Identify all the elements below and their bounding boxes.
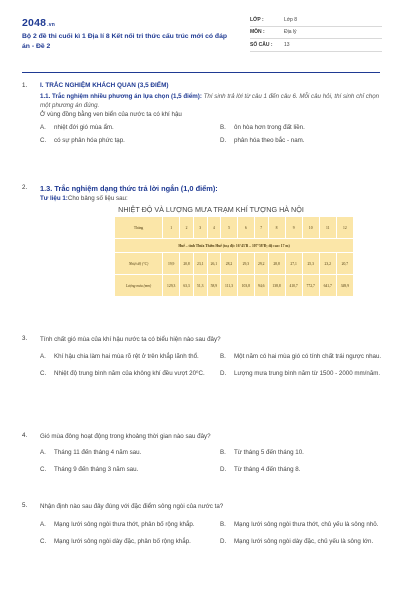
section-heading: 1.3. Trắc nghiệm dạng thức trả lời ngắn (1,0 điểm): <box>40 184 218 193</box>
table-cell: 641,7 <box>319 275 336 297</box>
table-cell: 19,9 <box>163 253 180 275</box>
option-c[interactable]: C. có sự phân hóa phức tạp. <box>40 137 125 144</box>
table-header: 8 <box>268 217 285 239</box>
table-row-temperature <box>115 253 354 275</box>
meta-row-class <box>250 14 382 27</box>
meta-key: LỚP : <box>250 16 264 23</box>
question-3 <box>22 335 382 382</box>
meta-value: Địa lý <box>284 29 297 36</box>
table-cell: 58,9 <box>207 275 221 297</box>
meta-value: 13 <box>284 41 290 48</box>
table-cell: 26,1 <box>207 253 221 275</box>
source-line: Tư liệu 1:Cho bảng số liệu sau: <box>40 195 128 202</box>
question-number: 4. <box>22 432 28 439</box>
question-number: 1. <box>22 82 28 89</box>
header-divider <box>22 72 380 73</box>
option-b[interactable]: B. Từ tháng 5 đến tháng 10. <box>220 449 304 456</box>
table-cell: 772,7 <box>302 275 319 297</box>
table-row-label: Nhiệt độ (°C) <box>115 253 163 275</box>
question-4 <box>22 432 382 478</box>
table-row-rainfall <box>115 275 354 297</box>
table-header: 3 <box>193 217 207 239</box>
section-instruction: 1.1. Trắc nghiệm nhiều phương án lựa chọn (1,5 điểm): Thí sinh trả lời từ câu 1 đến câu 6. Mỗi câu hỏi, thí sinh chỉ chọn một phương án đúng. <box>40 93 380 109</box>
table-header: 7 <box>254 217 268 239</box>
table-cell: 27,1 <box>285 253 302 275</box>
table-cell: 103,8 <box>237 275 254 297</box>
table-cell: 23,2 <box>319 253 336 275</box>
table-header: 4 <box>207 217 221 239</box>
table-cell: 94,6 <box>254 275 268 297</box>
table-header-row <box>115 217 354 239</box>
site-logo[interactable]: 2048.vn <box>22 17 55 29</box>
question-number: 5. <box>22 502 28 509</box>
question-stem: Gió mùa đông hoạt động trong khoảng thời gian nào sau đây? <box>40 433 211 440</box>
table-cell: 20,7 <box>336 253 353 275</box>
question-number: 3. <box>22 335 28 342</box>
table-header: 6 <box>237 217 254 239</box>
document-meta <box>250 14 382 52</box>
question-stem: Nhận định nào sau đây đúng với đặc điểm sông ngòi của nước ta? <box>40 503 224 510</box>
table-cell: 129,3 <box>163 275 180 297</box>
table-cell: 410,7 <box>285 275 302 297</box>
table-row-label: Lượng mưa (mm) <box>115 275 163 297</box>
meta-row-count <box>250 39 382 52</box>
table-cell: 111,3 <box>221 275 238 297</box>
table-cell: 63,3 <box>180 275 194 297</box>
table-header: Tháng <box>115 217 163 239</box>
table-cell: 29,2 <box>254 253 268 275</box>
option-a[interactable]: A. nhiệt đới gió mùa ẩm. <box>40 124 114 131</box>
option-d[interactable]: D. Mạng lưới sông ngòi dày đặc, chủ yếu là sông lớn. <box>220 538 374 545</box>
answer-options <box>40 352 382 382</box>
option-c[interactable]: C. Tháng 9 đến tháng 3 năm sau. <box>40 466 139 473</box>
answer-options <box>40 448 382 478</box>
section-heading: I. TRẮC NGHIỆM KHÁCH QUAN (3,5 ĐIỂM) <box>40 82 169 89</box>
meta-key: SỐ CÂU : <box>250 41 273 48</box>
option-c[interactable]: C. Mạng lưới sông ngòi dày đặc, phân bố rộng khắp. <box>40 538 191 545</box>
table-cell: 28,2 <box>221 253 238 275</box>
table-cell: 51,3 <box>193 275 207 297</box>
question-number: 2. <box>22 184 28 191</box>
option-b[interactable]: B. Một năm có hai mùa gió có tính chất trái ngược nhau. <box>220 353 382 360</box>
table-header: 10 <box>302 217 319 239</box>
climate-table <box>114 216 354 297</box>
question-1 <box>22 82 382 149</box>
table-station-row <box>115 239 354 253</box>
option-a[interactable]: A. Tháng 11 đến tháng 4 năm sau. <box>40 449 142 456</box>
option-a[interactable]: A. Mạng lưới sông ngòi thưa thớt, phân bố rộng khắp. <box>40 521 195 528</box>
meta-value: Lớp 8 <box>284 16 298 23</box>
table-cell: 29,3 <box>237 253 254 275</box>
meta-row-subject <box>250 27 382 40</box>
document-header <box>0 0 400 72</box>
table-cell: 28,8 <box>268 253 285 275</box>
answer-options <box>40 123 382 149</box>
option-b[interactable]: B. Mạng lưới sông ngòi thưa thớt, chủ yếu là sông nhỏ. <box>220 521 379 528</box>
option-d[interactable]: D. phân hóa theo bắc - nam. <box>220 137 305 144</box>
table-title: NHIỆT ĐỘ VÀ LƯỢNG MƯA TRẠM KHÍ TƯỢNG HÀ NỘI <box>118 205 304 214</box>
table-cell: 23,1 <box>193 253 207 275</box>
meta-key: MÔN : <box>250 29 265 36</box>
option-c[interactable]: C. Nhiệt độ trung bình năm của không khí đều vượt 20⁰C. <box>40 370 205 377</box>
table-header: 2 <box>180 217 194 239</box>
option-d[interactable]: D. Lượng mưa trung bình năm từ 1500 - 2000 mm/năm. <box>220 370 381 377</box>
table-header: 5 <box>221 217 238 239</box>
table-cell: 25,3 <box>302 253 319 275</box>
question-stem: Tính chất gió mùa của khí hậu nước ta có biểu hiện nào sau đây? <box>40 336 221 343</box>
answer-options <box>40 520 382 550</box>
option-a[interactable]: A. Khí hậu chia làm hai mùa rõ rệt ở trên khắp lãnh thổ. <box>40 353 199 360</box>
table-cell: 20,8 <box>180 253 194 275</box>
question-5 <box>22 502 382 550</box>
question-stem: Ở vùng đồng bằng ven biển của nước ta có khí hậu <box>40 111 182 118</box>
table-header: 9 <box>285 217 302 239</box>
table-cell: 138,8 <box>268 275 285 297</box>
question-2 <box>22 184 382 297</box>
document-title: Bộ 2 đề thi cuối kì 1 Địa lí 8 Kết nối tri thức cấu trúc mới có đáp án - Đề 2 <box>22 33 228 50</box>
table-cell: 349,9 <box>336 275 353 297</box>
table-header: 12 <box>336 217 353 239</box>
table-header: 1 <box>163 217 180 239</box>
table-station: Huế – tỉnh Thừa Thiên Huế (toạ độ: 16°43'B – 107°58'Đ; độ cao: 17 m) <box>115 239 354 253</box>
table-header: 11 <box>319 217 336 239</box>
option-b[interactable]: B. ôn hòa hơn trong đất liền. <box>220 124 305 131</box>
option-d[interactable]: D. Từ tháng 4 đến tháng 8. <box>220 466 301 473</box>
